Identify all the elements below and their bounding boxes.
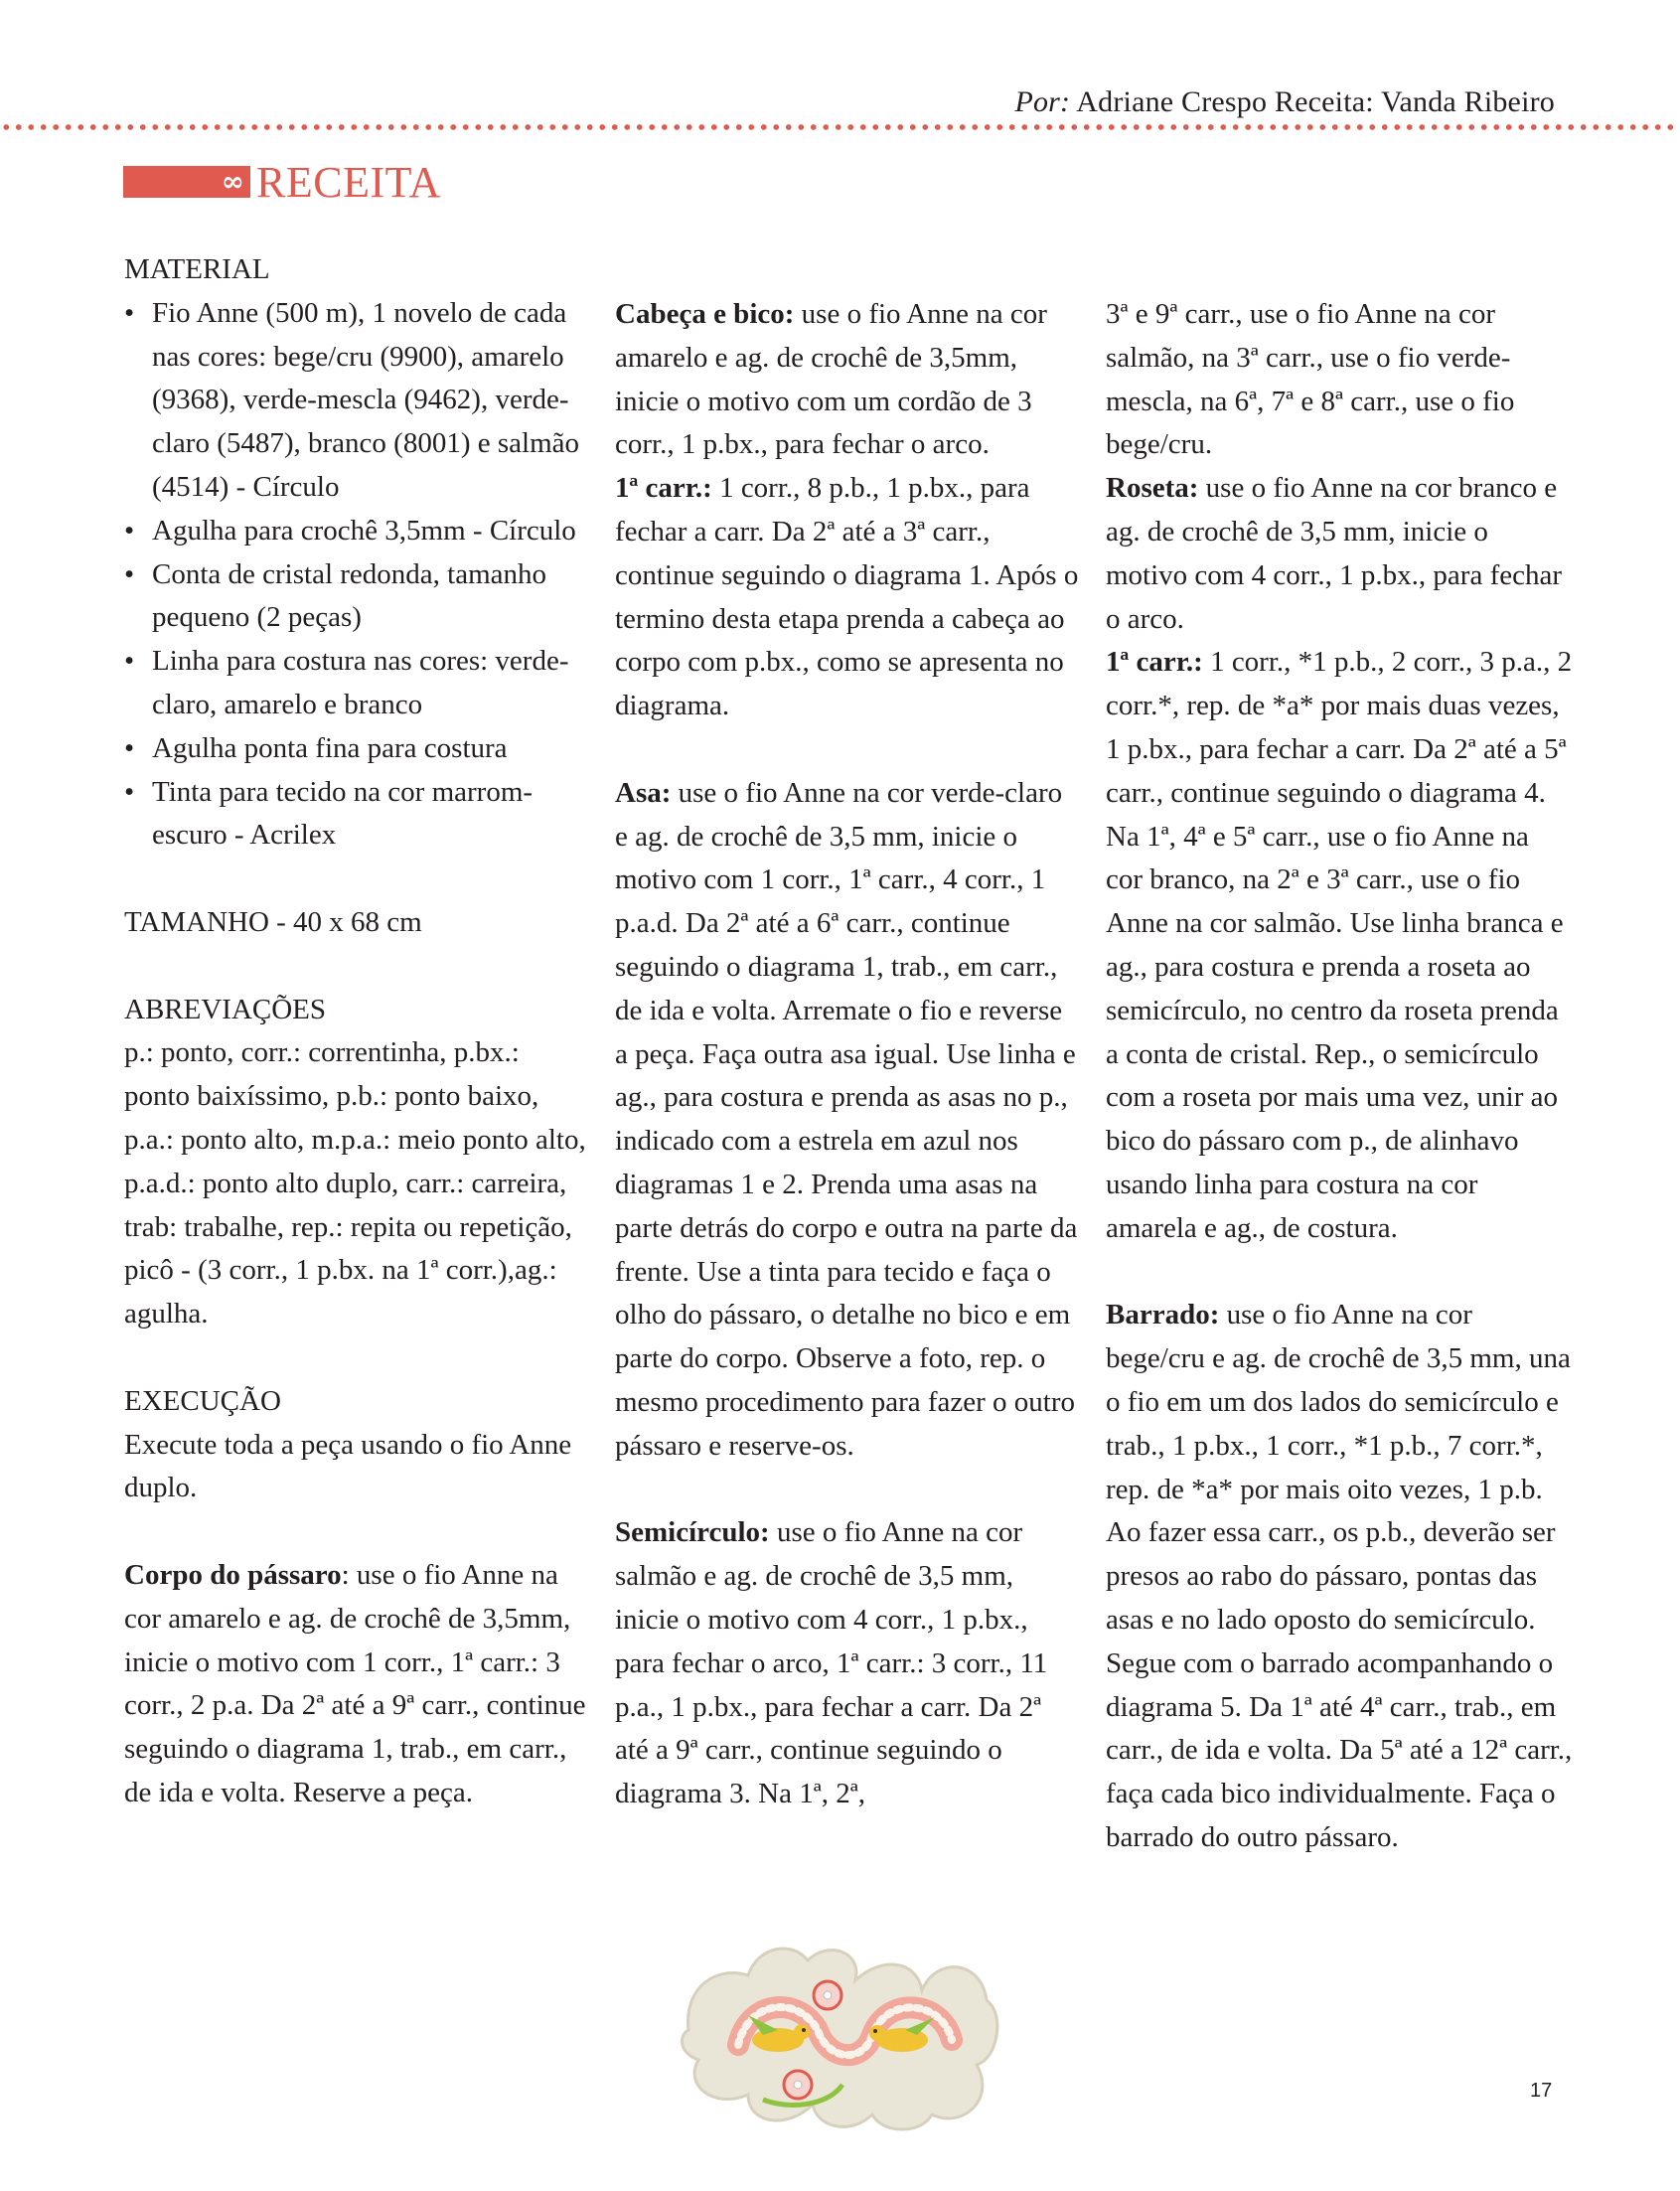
head-title: Cabeça e bico:	[615, 298, 795, 330]
border-title: Barrado:	[1106, 1299, 1220, 1331]
body-text: : use o fio Anne na cor amarelo e ag. de crochê de 3,5mm, inicie o motivo com 1 corr., 1ª carr.: 3 corr., 2 p.a. Da 2ª até a 9ª carr., continue seguindo o diagrama 1, trab., em carr., de ida e volta. Reserve a peça.	[124, 1558, 586, 1808]
crystal-bead	[794, 2081, 802, 2089]
column-middle	[615, 293, 1082, 1816]
rosette-text: use o fio Anne na cor branco e ag. de crochê de 3,5 mm, inicie o motivo com 4 corr., 1 p.bx., para fechar o arco.	[1106, 472, 1563, 635]
exec-heading: EXECUÇÃO	[124, 1384, 281, 1417]
rosette-paragraph	[1106, 467, 1573, 641]
list-item: • Conta de cristal redonda, tamanho pequeno (2 peças)	[124, 553, 591, 641]
rosette-row1-text: 1 corr., *1 p.b., 2 corr., 3 p.a., 2 corr.*, rep. de *a* por mais duas vezes, 1 p.bx., para fechar a carr. Da 2ª até a 5ª carr., continue seguindo o diagrama 4. Na 1ª, 4ª e 5ª carr., use o fio Anne na cor branco, na 2ª e 3ª carr., use o fio Anne na cor salmão. Use linha branca e ag., para costura e prenda a roseta ao semicírculo, no centro da roseta prenda a conta de cristal. Rep., o semicírculo com a roseta por mais uma vez, unir ao bico do pássaro com p., de alinhavo usando linha para costura na cor amarela e ag., de costura.	[1106, 646, 1573, 1244]
byline-authors: Adriane Crespo Receita: Vanda Ribeiro	[1070, 85, 1555, 118]
ornament-icon: ∞	[221, 165, 244, 198]
abbrev-heading: ABREVIAÇÕES	[124, 993, 327, 1025]
list-item: • Agulha ponta fina para costura	[124, 727, 591, 771]
head-row1-paragraph	[615, 467, 1082, 728]
exec-text: Execute toda a peça usando o fio Anne duplo.	[124, 1428, 572, 1504]
semicircle-paragraph	[615, 1511, 1082, 1816]
page-number: 17	[1530, 2080, 1553, 2102]
head-row1-label: 1ª carr.:	[615, 472, 712, 505]
crochet-photo	[679, 1936, 1004, 2134]
material-heading: MATERIAL	[124, 253, 270, 285]
list-item: • Linha para costura nas cores: verde-claro, amarelo e branco	[124, 640, 591, 727]
wing-title: Asa:	[615, 776, 672, 809]
section-title: RECEITA	[256, 157, 441, 207]
border-paragraph	[1106, 1294, 1573, 1859]
wing-text: use o fio Anne na cor verde-claro e ag. de crochê de 3,5 mm, inicie o motivo com 1 corr., 1ª carr., 4 corr., 1 p.a.d. Da 2ª até a 6ª carr., continue seguindo o diagrama 1, trab., em carr., de ida e volta. Arremate o fio e reverse a peça. Faça outra asa igual. Use linha e ag., para costura e prenda as asas no p., indicado com a estrela em azul nos diagramas 1 e 2. Prenda uma asas na parte detrás do corpo e outra na parte da frente. Use a tinta para tecido e faça o olho do pássaro, o detalhe no bico e em parte do corpo. Observe a foto, rep. o mesmo procedimento para fazer o outro pássaro e reserve-os.	[615, 776, 1078, 1462]
column-left	[124, 248, 591, 1815]
list-item: • Fio Anne (500 m), 1 novelo de cada nas cores: bege/cru (9900), amarelo (9368), verde-mescla (9462), verde-claro (5487), branco (8001) e salmão (4514) - Círculo	[124, 292, 591, 510]
abbrev-text: p.: ponto, corr.: correntinha, p.bx.: ponto baixíssimo, p.b.: ponto baixo, p.a.: ponto alto, m.p.a.: meio ponto alto, p.a.d.: ponto alto duplo, carr.: carreira, trab: trabalhe, rep.: repita ou repetição, picô - (3 corr., 1 p.bx. na 1ª corr.),ag.: agulha.	[124, 1036, 586, 1330]
continued-text: 3ª e 9ª carr., use o fio Anne na cor salmão, na 3ª carr., use o fio verde-mescla, na 6ª, 7ª e 8ª carr., use o fio bege/cru.	[1106, 298, 1515, 461]
head-paragraph	[615, 293, 1082, 467]
semicircle-title: Semicírculo:	[615, 1516, 770, 1549]
dotted-divider	[0, 123, 1680, 131]
byline	[1014, 85, 1555, 119]
semicircle-text: use o fio Anne na cor salmão e ag. de crochê de 3,5 mm, inicie o motivo com 4 corr., 1 p.bx., para fechar o arco, 1ª carr.: 3 corr., 11 p.a., 1 p.bx., para fechar a carr. Da 2ª até a 9ª carr., continue seguindo o diagrama 3. Na 1ª, 2ª,	[615, 1516, 1048, 1810]
rosette-title: Roseta:	[1106, 472, 1199, 505]
list-item: • Tinta para tecido na cor marrom-escuro - Acrilex	[124, 771, 591, 859]
list-item: • Agulha para crochê 3,5mm - Círculo	[124, 510, 591, 553]
body-title: Corpo do pássaro	[124, 1558, 342, 1591]
material-list	[124, 292, 591, 858]
section-heading	[123, 159, 441, 205]
head-text: use o fio Anne na cor amarelo e ag. de crochê de 3,5mm, inicie o motivo com um cordão de 3 corr., 1 p.bx., para fechar o arco.	[615, 298, 1047, 461]
wing-paragraph	[615, 772, 1082, 1469]
byline-by-label: Por:	[1014, 85, 1071, 118]
size-line: TAMANHO - 40 x 68 cm	[124, 905, 422, 938]
head-row1-text: 1 corr., 8 p.b., 1 p.bx., para fechar a carr. Da 2ª até a 3ª carr., continue seguindo o diagrama 1. Após o termino desta etapa prenda a cabeça ao corpo com p.bx., como se apresenta no diagrama.	[615, 472, 1079, 722]
body-paragraph	[124, 1554, 591, 1815]
column-right	[1106, 293, 1573, 1860]
section-heading-bar	[123, 166, 250, 198]
rosette-row1-paragraph	[1106, 641, 1573, 1250]
rosette-row1-label: 1ª carr.:	[1106, 646, 1203, 679]
border-text: use o fio Anne na cor bege/cru e ag. de crochê de 3,5 mm, una o fio em um dos lados do semicírculo e trab., 1 p.bx., 1 corr., *1 p.b., 7 corr.*, rep. de *a* por mais oito vezes, 1 p.b. Ao fazer essa carr., os p.b., deverão ser presos ao rabo do pássaro, pontas das asas e no lado oposto do semicírculo. Segue com o barrado acompanhando o diagrama 5. Da 1ª até 4ª carr., trab., em carr., de ida e volta. Da 5ª até a 12ª carr., faça cada bico individualmente. Faça o barrado do outro pássaro.	[1106, 1299, 1573, 1853]
crystal-bead	[824, 1991, 832, 1999]
